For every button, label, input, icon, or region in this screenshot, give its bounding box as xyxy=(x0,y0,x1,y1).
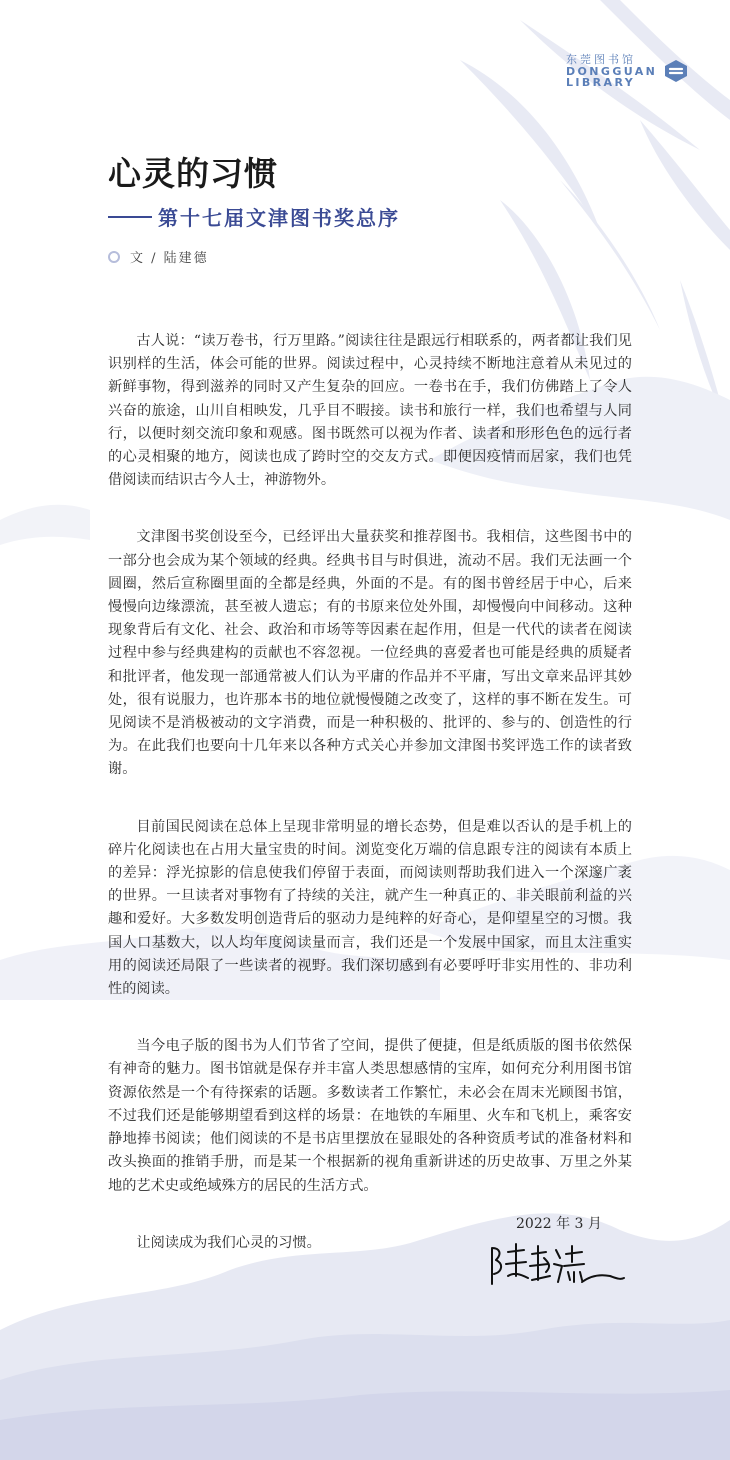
page-subtitle xyxy=(108,202,400,231)
paragraph: 古人说：“读万卷书，行万里路。”阅读往往是跟远行相联系的，两者都让我们见识别样的生活，体会可能的世界。阅读过程中，心灵持续不断地注意着从未见过的新鲜事物，得到滋养的同时又产生复杂的回应。一卷书在手，我们仿佛踏上了令人兴奋的旅途，山川自相映发，几乎目不暇接。读书和旅行一样，我们也希望与人同行，以便时刻交流印象和观感。图书既然可以视为作者、读者和形形色色的远行者的心灵相聚的地方，阅读也成了跨时空的交友方式。即便因疫情而居家，我们也凭借阅读而结识古今人士，神游物外。 xyxy=(108,333,632,489)
paragraph: 当今电子版的图书为人们节省了空间，提供了便捷，但是纸质版的图书依然保有神奇的魅力。图书馆就是保存并丰富人类思想感情的宝库，如何充分利用图书馆资源依然是一个有待探索的话题。多数读者工作繁忙，未必会在周末光顾图书馆，不过我们还是能够期望看到这样的场景：在地铁的车厢里、火车和飞机上，乘客安静地捧书阅读；他们阅读的不是书店里摆放在显眼处的各种资质考试的准备材料和改头换面的推销手册，而是某一个根据新的视角重新讲述的历史故事、万里之外某地的艺术史或绝域殊方的居民的生活方式。 xyxy=(108,1038,632,1194)
author-name: 文 / 陆建德 xyxy=(130,251,209,266)
article-body xyxy=(108,330,632,1289)
page-title: 心灵的习惯 xyxy=(108,154,278,193)
logo-english-line2: LIBRARY xyxy=(566,76,636,90)
library-logo xyxy=(566,54,689,89)
logo-english-line1: DONGGUAN xyxy=(566,64,658,78)
logo-chinese-name: 东莞图书馆 xyxy=(566,53,636,66)
author-bullet-icon xyxy=(108,251,120,263)
paragraph: 目前国民阅读在总体上呈现非常明显的增长态势，但是难以否认的是手机上的碎片化阅读也在占用大量宝贵的时间。浏览变化万端的信息跟专注的阅读有本质上的差异：浮光掠影的信息使我们停留于表面，而阅读则帮助我们进入一个深邃广袤的世界。一旦读者对事物有了持续的关注，就产生一种真正的、非关眼前利益的兴趣和爱好。大多数发明创造背后的驱动力是纯粹的好奇心，是仰望星空的习惯。我国人口基数大，以人均年度阅读量而言，我们还是一个发展中国家，而且太注重实用的阅读还局限了一些读者的视野。我们深切感到有必要呼吁非实用性的、非功利性的阅读。 xyxy=(108,818,632,998)
article-date: 2022 年 3 月 xyxy=(516,1216,602,1232)
handwritten-signature xyxy=(486,1236,626,1296)
author-line xyxy=(108,247,209,266)
subtitle-dash-icon xyxy=(108,216,152,218)
paragraph: 让阅读成为我们心灵的习惯。 xyxy=(136,1234,321,1251)
subtitle-text: 第十七届文津图书奖总序 xyxy=(158,206,400,230)
library-logo-icon xyxy=(663,58,689,84)
paragraph: 文津图书奖创设至今，已经评出大量获奖和推荐图书。我相信，这些图书中的一部分也会成为某个领域的经典。经典书目与时俱进，流动不居。我们无法画一个圆圈，然后宣称圈里面的全都是经典，外面的不是。有的图书曾经居于中心，后来慢慢向边缘漂流，甚至被人遗忘；有的书原来位处外围，却慢慢向中间移动。这种现象背后有文化、社会、政治和市场等等因素在起作用，但是一代代的读者在阅读过程中参与经典建构的贡献也不容忽视。一位经典的喜爱者也可能是经典的质疑者和批评者，他发现一部通常被人们认为平庸的作品并不平庸，写出文章来品评其妙处，很有说服力，也许那本书的地位就慢慢随之改变了，这样的事不断在发生。可见阅读不是消极被动的文字消费，而是一种积极的、批评的、参与的、创造性的行为。在此我们也要向十几年来以各种方式关心并参加文津图书奖评选工作的读者致谢。 xyxy=(108,529,632,778)
